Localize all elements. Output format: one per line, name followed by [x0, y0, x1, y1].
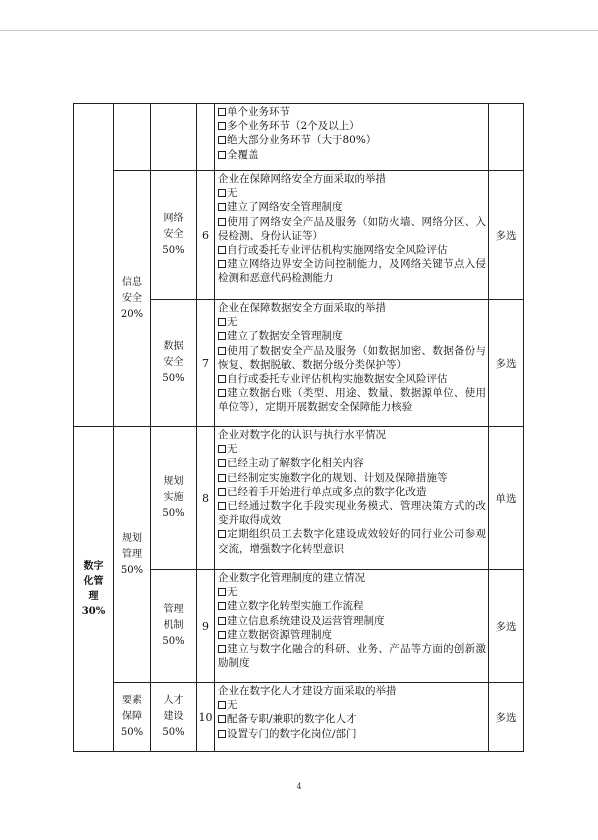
level2-planning-management: 规划 管理 50% — [114, 427, 151, 683]
page-number: 4 — [296, 782, 302, 791]
option-item[interactable]: 无 — [218, 698, 486, 712]
checkbox-icon[interactable] — [218, 645, 226, 653]
level1-digital-management: 数字 化管 理 30% — [74, 427, 114, 752]
option-item[interactable]: 单个业务环节 — [218, 105, 486, 119]
level3-planning-implementation: 规划 实施 50% — [151, 427, 197, 570]
checkbox-icon[interactable] — [218, 122, 226, 130]
option-item[interactable]: 无 — [218, 186, 486, 200]
checkbox-icon[interactable] — [218, 730, 226, 738]
checkbox-icon[interactable] — [218, 332, 226, 340]
question-text: 企业在保障网络安全方面采取的举措 — [218, 173, 386, 185]
number-cell-blank — [197, 104, 215, 171]
table-row — [74, 683, 524, 752]
level3-management-mechanism: 管理 机制 50% — [151, 570, 197, 683]
checkbox-icon[interactable] — [218, 389, 226, 397]
option-item[interactable]: 自行或委托专业评估机构实施网络安全风险评估 — [218, 243, 486, 257]
question-content — [215, 300, 489, 427]
option-item[interactable]: 无 — [218, 585, 486, 599]
option-item[interactable]: 使用了数据安全产品及服务（如数据加密、数据备份与恢复、数据脱敏、数据分级分类保护等） — [218, 344, 486, 371]
checkbox-icon[interactable] — [218, 445, 226, 453]
checkbox-icon[interactable] — [218, 588, 226, 596]
answer-type: 单选 — [489, 427, 524, 570]
checkbox-icon[interactable] — [218, 108, 226, 116]
option-item[interactable]: 使用了网络安全产品及服务（如防火墙、网络分区、入侵检测、身份认证等） — [218, 215, 486, 242]
checkbox-icon[interactable] — [218, 189, 226, 197]
table-row — [74, 104, 524, 171]
question-content — [215, 171, 489, 300]
option-item[interactable]: 建立了网络安全管理制度 — [218, 200, 486, 214]
table-row — [74, 427, 524, 570]
answer-type: 多选 — [489, 300, 524, 427]
level3-cell-blank — [151, 104, 197, 171]
type-cell-blank — [489, 104, 524, 171]
option-item[interactable]: 自行或委托专业评估机构实施数据安全风险评估 — [218, 372, 486, 386]
option-item[interactable]: 定期组织员工去数字化建设成效较好的同行业公司参观交流，增强数字化转型意识 — [218, 528, 486, 555]
answer-type: 多选 — [489, 570, 524, 683]
checkbox-icon[interactable] — [218, 246, 226, 254]
checkbox-icon[interactable] — [218, 502, 226, 510]
option-item[interactable]: 建立信息系统建设及运营管理制度 — [218, 614, 486, 628]
question-content — [215, 104, 489, 171]
table-row — [74, 171, 524, 300]
level2-factor-guarantee: 要素 保障 50% — [114, 683, 151, 752]
level3-data-security: 数据 安全 50% — [151, 300, 197, 427]
checkbox-icon[interactable] — [218, 617, 226, 625]
question-number: 8 — [197, 427, 215, 570]
level3-talent-building: 人才 建设 50% — [151, 683, 197, 752]
option-item[interactable]: 建立数字化转型实施工作流程 — [218, 599, 486, 613]
question-content — [215, 427, 489, 570]
option-item[interactable]: 配备专职/兼职的数字化人才 — [218, 712, 486, 726]
question-content — [215, 570, 489, 683]
option-item[interactable]: 绝大部分业务环节（大于80%） — [218, 133, 486, 147]
checkbox-icon[interactable] — [218, 318, 226, 326]
question-number: 6 — [197, 171, 215, 300]
checkbox-icon[interactable] — [218, 631, 226, 639]
option-item[interactable]: 已经主动了解数字化相关内容 — [218, 456, 486, 470]
option-item[interactable]: 多个业务环节（2个及以上） — [218, 119, 486, 133]
option-item[interactable]: 建立了数据安全管理制度 — [218, 329, 486, 343]
option-item[interactable]: 设置专门的数字化岗位/部门 — [218, 727, 486, 741]
question-text: 企业对数字化的认识与执行水平情况 — [218, 429, 386, 441]
checkbox-icon[interactable] — [218, 136, 226, 144]
option-item[interactable]: 建立与数字化融合的科研、业务、产品等方面的创新激励制度 — [218, 643, 486, 670]
level3-network-security: 网络 安全 50% — [151, 171, 197, 300]
question-content — [215, 683, 489, 752]
level1-cell-blank — [74, 104, 114, 427]
question-text: 企业在数字化人才建设方面采取的举措 — [218, 685, 397, 697]
option-item[interactable]: 无 — [218, 442, 486, 456]
page-top-rule — [0, 30, 598, 31]
checkbox-icon[interactable] — [218, 488, 226, 496]
checkbox-icon[interactable] — [218, 151, 226, 159]
option-item[interactable]: 无 — [218, 315, 486, 329]
option-item[interactable]: 建立网络边界安全访问控制能力，及网络关键节点入侵检测和恶意代码检测能力 — [218, 258, 486, 285]
option-item[interactable]: 全覆盖 — [218, 148, 486, 162]
answer-type: 多选 — [489, 171, 524, 300]
question-text: 企业数字化管理制度的建立情况 — [218, 572, 365, 584]
option-item[interactable]: 已经制定实施数字化的规划、计划及保障措施等 — [218, 471, 486, 485]
option-item[interactable]: 建立数据台账（类型、用途、数量、数据源单位、使用单位等），定期开展数据安全保障能力核验 — [218, 387, 486, 414]
checkbox-icon[interactable] — [218, 459, 226, 467]
checkbox-icon[interactable] — [218, 474, 226, 482]
checkbox-icon[interactable] — [218, 375, 226, 383]
option-item[interactable]: 已经着手开始进行单点或多点的数字化改造 — [218, 485, 486, 499]
checkbox-icon[interactable] — [218, 260, 226, 268]
option-item[interactable]: 建立数据资源管理制度 — [218, 628, 486, 642]
checkbox-icon[interactable] — [218, 347, 226, 355]
checkbox-icon[interactable] — [218, 203, 226, 211]
checkbox-icon[interactable] — [218, 715, 226, 723]
question-number: 10 — [197, 683, 215, 752]
option-item[interactable]: 已经通过数字化手段实现业务模式、管理决策方式的改变并取得成效 — [218, 500, 486, 527]
checkbox-icon[interactable] — [218, 218, 226, 226]
checkbox-icon[interactable] — [218, 530, 226, 538]
question-text: 企业在保障数据安全方面采取的举措 — [218, 302, 386, 314]
checkbox-icon[interactable] — [218, 701, 226, 709]
answer-type: 多选 — [489, 683, 524, 752]
evaluation-table — [73, 103, 524, 752]
checkbox-icon[interactable] — [218, 602, 226, 610]
level2-cell-blank — [114, 104, 151, 171]
level2-info-security: 信息 安全 20% — [114, 171, 151, 427]
question-number: 9 — [197, 570, 215, 683]
question-number: 7 — [197, 300, 215, 427]
